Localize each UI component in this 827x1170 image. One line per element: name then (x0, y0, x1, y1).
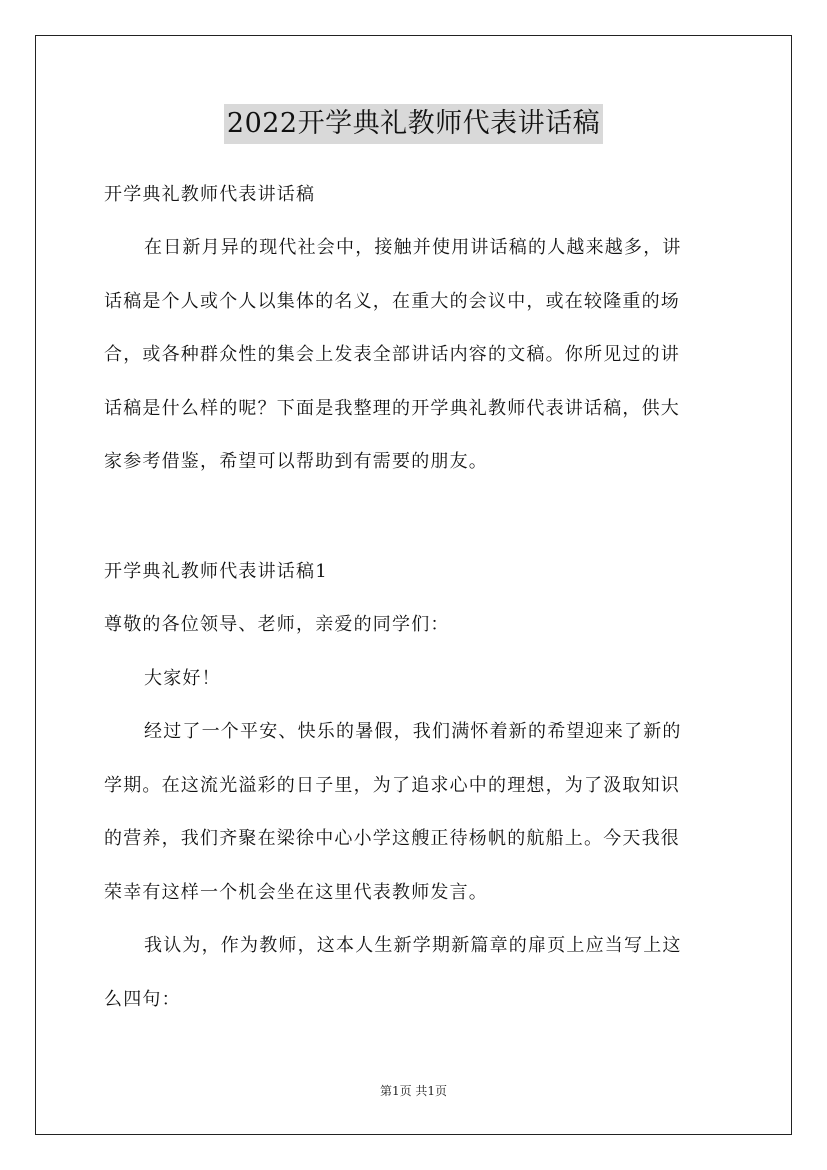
paragraph-line: 的营养，我们齐聚在梁徐中心小学这艘正待杨帆的航船上。今天我很 (104, 828, 680, 849)
paragraph-line: 学期。在这流光溢彩的日子里，为了追求心中的理想，为了汲取知识 (104, 775, 680, 796)
paragraph-line: 荣幸有这样一个机会坐在这里代表教师发言。 (104, 882, 488, 903)
section-heading: 开学典礼教师代表讲话稿1 (104, 561, 328, 582)
paragraph-line: 家参考借鉴，希望可以帮助到有需要的朋友。 (104, 451, 488, 472)
paragraph-line: 我认为，作为教师，这本人生新学期新篇章的扉页上应当写上这 (144, 935, 682, 956)
subtitle-line: 开学典礼教师代表讲话稿 (104, 184, 316, 205)
paragraph-line: 话稿是个人或个人以集体的名义，在重大的会议中，或在较隆重的场 (104, 291, 680, 312)
title-container (0, 104, 827, 144)
greeting-line: 大家好！ (144, 668, 221, 689)
paragraph-line: 在日新月异的现代社会中，接触并使用讲话稿的人越来越多，讲 (144, 237, 682, 258)
document-title: 2022开学典礼教师代表讲话稿 (224, 104, 603, 144)
paragraph-line: 经过了一个平安、快乐的暑假，我们满怀着新的希望迎来了新的 (144, 721, 682, 742)
paragraph-line: 合，或各种群众性的集会上发表全部讲话内容的文稿。你所见过的讲 (104, 344, 680, 365)
page-footer: 第1页 共1页 (379, 1084, 448, 1098)
salutation-line: 尊敬的各位领导、老师，亲爱的同学们： (104, 614, 450, 635)
paragraph-line: 么四句： (104, 989, 181, 1010)
paragraph-line: 话稿是什么样的呢？下面是我整理的开学典礼教师代表讲话稿，供大 (104, 398, 680, 419)
